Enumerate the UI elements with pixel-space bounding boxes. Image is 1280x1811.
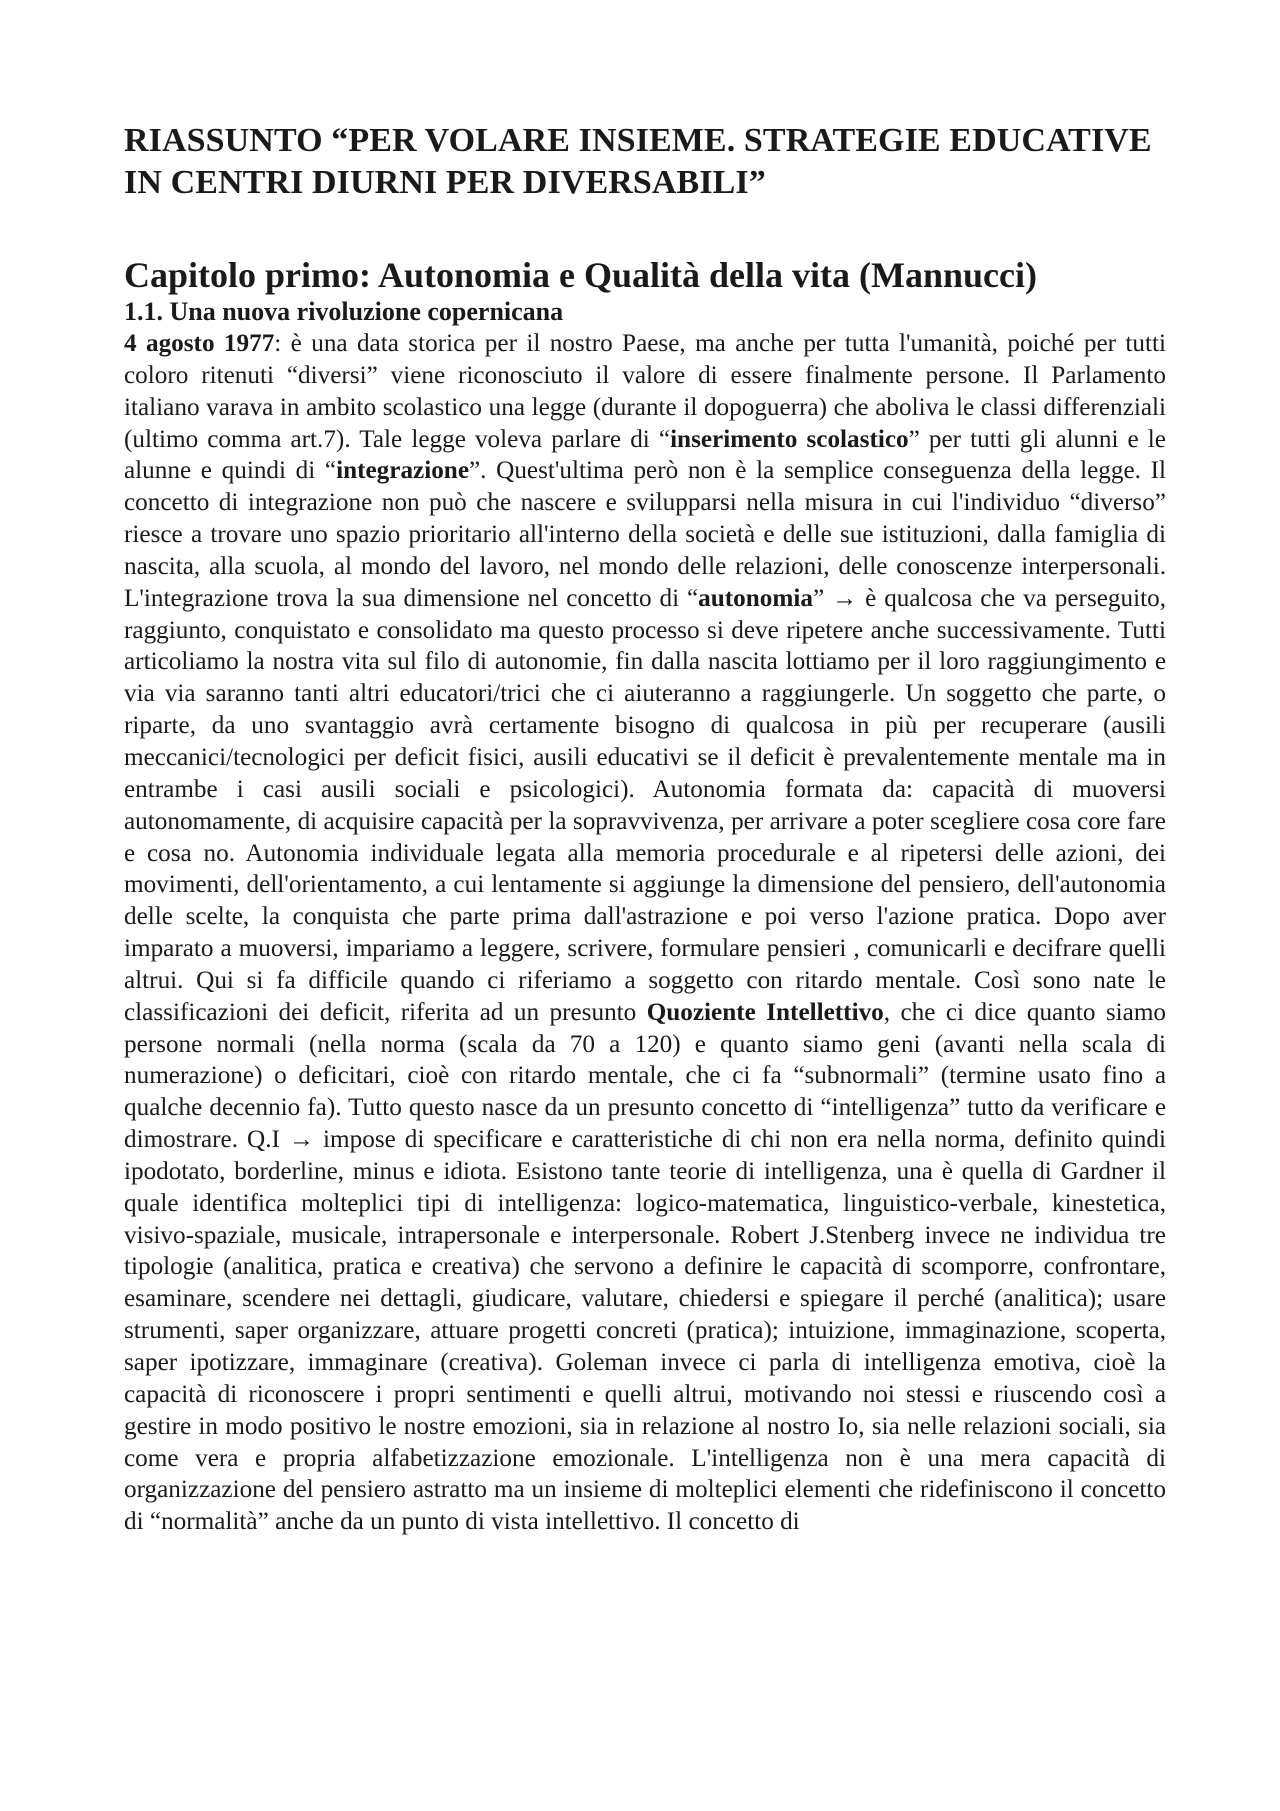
highlight-date: 4 agosto 1977 (124, 330, 275, 357)
highlight-term: integrazione (336, 457, 469, 485)
section-title: 1.1. Una nuova rivoluzione copernicana (124, 297, 564, 326)
highlight-term: inserimento scolastico (670, 425, 909, 453)
text-run: : è una data storica per il nostro Paese, ma anche per tutta l'umanità, poiché per tutti coloro ritenuti “diversi” viene riconosciuto il valore di essere finalmente persone. Il Parlamento italiano varava in ambito scolastico una legge (durante il dopoguerra) che aboliva le classi differenziali (ultimo comma art.7). Tale legge voleva parlare di “ (124, 330, 1166, 453)
highlight-term: autonomia (698, 584, 813, 612)
chapter-title: Capitolo primo: Autonomia e Qualità della vita (Mannucci) (124, 255, 1037, 295)
text-run: ” per tutti gli alunni e le alunne e quindi di “ (124, 425, 1166, 485)
text-run: ”. Quest'ultima però non è la semplice conseguenza della legge. Il concetto di integrazione non può che nascere e svilupparsi nella misura in cui l'individuo “diverso” riesce a trovare uno spazio prioritario all'interno della società e delle sue istituzioni, dalla famiglia di nascita, alla scuola, al mondo del lavoro, nel mondo delle relazioni, delle conoscenze interpersonali. L'integrazione trova la sua dimensione nel concetto di “ (124, 457, 1166, 612)
highlight-term: Quoziente Intellettivo (646, 998, 884, 1026)
text-run: , che ci dice quanto siamo persone normali (nella norma (scala da 70 a 120) e quanto siamo geni (avanti nella scala di numerazione) o deficitari, cioè con ritardo mentale, che ci fa “subnormali” (termine usato fino a qualche decennio fa). Tutto questo nasce da un presunto concetto di “intelligenza” tutto da verificare e dimostrare. Q.I → impose di specificare e caratteristiche di chi non era nella norma, definito quindi ipodotato, borderline, minus e idiota. Esistono tante teorie di intelligenza, una è quella di Gardner il quale identifica molteplici tipi di intelligenza: logico-matematica, linguistico-verbale, kinestetica, visivo-spaziale, musicale, intrapersonale e interpersonale. Robert J.Stenberg invece ne individua tre tipologie (analitica, pratica e creativa) che servono a definire le capacità di scomporre, confrontare, esaminare, scendere nei dettagli, giudicare, valutare, chiedersi e spiegare il perché (analitica); usare strumenti, saper organizzare, attuare progetti concreti (pratica); intuizione, immaginazione, scoperta, saper ipotizzare, immaginare (creativa). Goleman invece ci parla di intelligenza emotiva, cioè la capacità di riconoscere i propri sentimenti e quelli altrui, motivando noi stessi e riuscendo così a gestire in modo positivo le nostre emozioni, sia in relazione al nostro Io, sia nelle relazioni sociali, sia come vera e propria alfabetizzazione emozionale. L'intelligenza non è una mera capacità di organizzazione del pensiero astratto ma un insieme di molteplici elementi che ridefiniscono il concetto di “normalità” anche da un punto di vista intellettivo. Il concetto di (124, 998, 1166, 1536)
body-paragraph (124, 328, 1166, 1538)
document-page (124, 120, 1166, 1538)
text-run: ” → è qualcosa che va perseguito, raggiunto, conquistato e consolidato ma questo processo si deve ripetere anche successivamente. Tutti articoliamo la nostra vita sul filo di autonomie, fin dalla nascita lottiamo per il loro raggiungimento e via via saranno tanti altri educatori/trici che ci aiuteranno a raggiungerle. Un soggetto che parte, o riparte, da uno svantaggio avrà certamente bisogno di qualcosa in più per recuperare (ausili meccanici/tecnologici per deficit fisici, ausili educativi se il deficit è prevalentemente mentale ma in entrambe i casi ausili sociali e psicologici). Autonomia formata da: capacità di muoversi autonomamente, di acquisire capacità per la sopravvivenza, per arrivare a poter scegliere cosa core fare e cosa no. Autonomia individuale legata alla memoria procedurale e al ripetersi delle azioni, dei movimenti, dell'orientamento, a cui lentamente si aggiunge la dimensione del pensiero, dell'autonomia delle scelte, la conquista che parte prima dall'astrazione e poi verso l'azione pratica. Dopo aver imparato a muoversi, impariamo a leggere, scrivere, formulare pensieri , comunicarli e decifrare quelli altrui. Qui si fa difficile quando ci riferiamo a soggetto con ritardo mentale. Così sono nate le classificazioni dei deficit, riferita ad un presunto (124, 584, 1167, 1026)
document-title: RIASSUNTO “PER VOLARE INSIEME. STRATEGIE EDUCATIVE IN CENTRI DIURNI PER DIVERSABILI” (124, 122, 1152, 201)
